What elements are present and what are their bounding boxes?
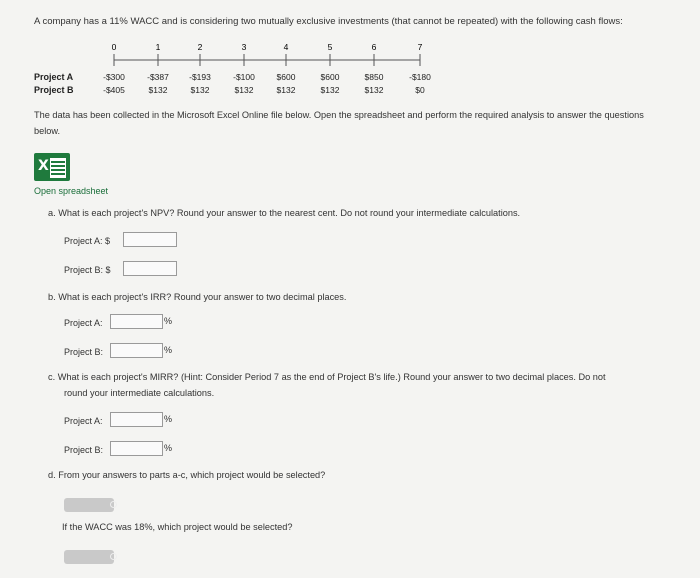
timeline (34, 40, 654, 72)
cash-flow-value: $0 (415, 85, 425, 95)
period-label: 1 (155, 42, 161, 52)
period-label: 3 (241, 42, 247, 52)
select-indicator-icon (110, 501, 117, 508)
npv-project-a-input[interactable] (123, 232, 177, 247)
cash-flow-value: $132 (320, 85, 340, 95)
period-label: 7 (417, 42, 423, 52)
project-row-label: Project B (34, 85, 74, 95)
cash-flow-value: -$387 (147, 72, 169, 82)
select-indicator-icon (110, 553, 117, 560)
cash-flow-value: $600 (276, 72, 296, 82)
irr-project-b-input[interactable] (110, 343, 163, 358)
mirr-project-a-input[interactable] (110, 412, 163, 427)
qb-project-b-label: Project B: (64, 347, 104, 357)
spreadsheet-grid-icon (50, 158, 66, 178)
question-c-line2: round your intermediate calculations. (64, 388, 215, 398)
cash-flow-diagram (34, 40, 654, 100)
npv-project-b-input[interactable] (123, 261, 177, 276)
irr-a-percent: % (164, 316, 173, 326)
period-label: 4 (283, 42, 289, 52)
mirr-a-percent: % (164, 414, 173, 424)
mirr-b-percent: % (164, 443, 173, 453)
qc-project-b-label: Project B: (64, 445, 104, 455)
qa-project-a-label: Project A: $ (64, 236, 111, 246)
cash-flow-value: $132 (234, 85, 254, 95)
question-c-line1: c. What is each project's MIRR? (Hint: Consider Period 7 as the end of Project B's life.) Round your answer to two decimal places. Do not (48, 372, 606, 382)
question-d: d. From your answers to parts a-c, which project would be selected? (48, 470, 326, 480)
cash-flow-value: -$300 (103, 72, 125, 82)
period-label: 2 (197, 42, 203, 52)
period-label: 6 (371, 42, 377, 52)
description-text: The data has been collected in the Microsoft Excel Online file below. Open the spreadsheet and perform the required analysis to answer the questions below. (34, 110, 644, 136)
irr-project-a-input[interactable] (110, 314, 163, 329)
cash-flow-value: $132 (276, 85, 296, 95)
cash-flow-value: $132 (364, 85, 384, 95)
cash-flow-value: $850 (364, 72, 384, 82)
question-a: a. What is each project's NPV? Round your answer to the nearest cent. Do not round your intermediate calculations. (48, 208, 521, 218)
question-e: If the WACC was 18%, which project would be selected? (62, 522, 293, 532)
cash-flow-value: -$193 (189, 72, 211, 82)
mirr-project-b-input[interactable] (110, 441, 163, 456)
wacc-18-select-dropdown[interactable] (64, 550, 114, 564)
qc-project-a-label: Project A: (64, 416, 103, 426)
intro-text: A company has a 11% WACC and is considering two mutually exclusive investments (that cannot be repeated) with the following cash flows: (34, 16, 623, 27)
qa-project-b-label: Project B: $ (64, 265, 111, 275)
cash-flow-value: -$180 (409, 72, 431, 82)
cash-flow-value: -$100 (233, 72, 255, 82)
period-label: 0 (111, 42, 117, 52)
excel-letter: X (38, 158, 49, 174)
open-spreadsheet-link[interactable]: Open spreadsheet (34, 186, 109, 196)
irr-b-percent: % (164, 345, 173, 355)
cash-flow-value: -$405 (103, 85, 125, 95)
cash-flow-value: $132 (190, 85, 210, 95)
excel-icon[interactable] (34, 153, 70, 181)
question-b: b. What is each project's IRR? Round your answer to two decimal places. (48, 292, 347, 302)
period-label: 5 (327, 42, 333, 52)
qb-project-a-label: Project A: (64, 318, 103, 328)
project-select-dropdown[interactable] (64, 498, 114, 512)
cash-flow-value: $600 (320, 72, 340, 82)
project-row-label: Project A (34, 72, 74, 82)
cash-flow-value: $132 (148, 85, 168, 95)
